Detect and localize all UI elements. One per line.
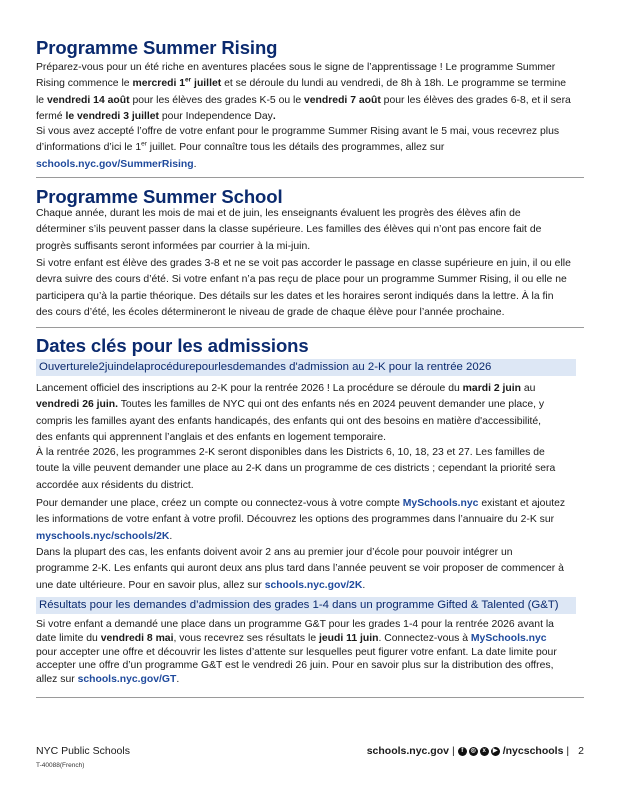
link-myschools-2k[interactable]: myschools.nyc/schools/2K bbox=[36, 530, 170, 542]
2k-paragraph-2: À la rentrée 2026, les programmes 2-K seront disponibles dans les Districts 6, 10, 18, 23 et 27. Les familles de toute la ville peuvent demander une place au 2-K dans un programme de ces districts ; cependant la priorité sera accordée aux résidents du district. bbox=[36, 447, 556, 491]
instagram-icon[interactable]: ◎ bbox=[470, 747, 476, 754]
section-title-summer-rising: Programme Summer Rising bbox=[36, 37, 278, 58]
subheading-gt-results: Résultats pour les demandes d’admission des grades 1-4 dans un programme Gifted & Talented (G&T) bbox=[36, 597, 576, 614]
summer-rising-paragraph-1: Préparez-vous pour un été riche en aventures placées sous le signe de l’apprentissage ! Le programme Summer Rising commence le mercredi 1er juillet et se déroule du lundi au vendredi, de 8h à 18h. Le programme se termine le vendredi 14 août pour les élèves des grades K-5 ou le vendredi 7 août pour les élèves des grades 6-8, et il sera fermé le vendredi 3 juillet pour Independence Day. bbox=[36, 62, 571, 122]
link-myschools[interactable]: MySchools.nyc bbox=[402, 498, 479, 509]
footer-site-link[interactable]: schools.nyc.gov bbox=[366, 745, 449, 757]
subheading-2k-admissions: Ouverturele2juindelaprocédurepourlesdemandes d'admission au 2-K pour la rentrée 2026 bbox=[36, 359, 576, 376]
2k-paragraph-4: Dans la plupart des cas, les enfants doivent avoir 2 ans au premier jour d’école pour pouvoir intégrer un programme 2-K. Les enfants qui auront deux ans plus tard dans l’année peuvent se voir proposer de commencer à une date ultérieure. Pour en savoir plus, allez sur schools.nyc.gov/2K. bbox=[36, 547, 564, 591]
summer-school-paragraph-1: Chaque année, durant les mois de mai et de juin, les enseignants évaluent les progrès des élèves afin de déterminer s’ils peuvent passer dans la classe supérieure. Les familles des élèves qui n’ont pas encore fait de progrès suffisants seront informées par courrier à la mi-juin. bbox=[36, 208, 542, 252]
link-summer-rising[interactable]: schools.nyc.gov/SummerRising bbox=[36, 158, 194, 170]
x-icon[interactable]: x bbox=[480, 747, 489, 756]
section-title-summer-school: Programme Summer School bbox=[36, 186, 283, 207]
link-myschools-gt[interactable]: MySchools.nyc bbox=[470, 632, 547, 644]
link-schools-gt[interactable]: schools.nyc.gov/GT bbox=[77, 674, 177, 686]
youtube-icon[interactable]: ▶ bbox=[491, 747, 500, 756]
divider bbox=[36, 697, 584, 698]
social-icons bbox=[458, 747, 500, 756]
footer-handle[interactable]: /nycschools bbox=[502, 745, 564, 757]
2k-paragraph-3: Pour demander une place, créez un compte ou connectez-vous à votre compte MySchools.nyc existant et ajoutez les informations de votre enfant à votre profil. Découvrez les options des programmes dans l’annuaire du 2-K sur myschools.nyc/schools/2K. bbox=[36, 498, 566, 542]
footer-separator: | bbox=[451, 745, 455, 757]
2k-paragraph-1: Lancement officiel des inscriptions au 2-K pour la rentrée 2026 ! La procédure se déroule du mardi 2 juin au vendredi 26 juin. Toutes les familles de NYC qui ont des enfants nés en 2024 peuvent demander une place, y compris les familles ayant des enfants handicapés, des enfants qui ont des besoins en matière d'accessibilité, des enfants qui apprennent l’anglais et des enfants en logement temporaire. bbox=[36, 383, 545, 443]
footer-right bbox=[367, 745, 584, 757]
footer-separator: | bbox=[566, 745, 570, 757]
summer-rising-paragraph-2: Si vous avez accepté l’offre de votre enfant pour le programme Summer Rising avant le 5 mai, vous recevrez plus d’informations d’ici le 1er juillet. Pour connaître tous les détails des programmes, allez sur schools.nyc.gov/SummerRising. bbox=[36, 126, 560, 170]
facebook-icon[interactable]: f bbox=[458, 747, 467, 756]
link-schools-2k[interactable]: schools.nyc.gov/2K bbox=[264, 579, 363, 591]
page-number: 2 bbox=[578, 745, 584, 757]
divider bbox=[36, 327, 584, 328]
footer-org: NYC Public Schools bbox=[36, 745, 130, 757]
summer-school-paragraph-2: Si votre enfant est élève des grades 3-8 et ne se voit pas accorder le passage en classe supérieure en juin, il ou elle devra suivre des cours d’été. Si votre enfant n’a pas reçu de place pour un programme Summer Rising, il ou elle ne participera qu’à la partie théorique. Des détails sur les dates et les horaires seront indiqués dans la lettre. À la fin des cours d’été, les écoles détermineront le niveau de grade de chaque élève pour l’année prochaine. bbox=[36, 258, 571, 318]
footer-code: T-40088(French) bbox=[36, 762, 85, 769]
divider bbox=[36, 177, 584, 178]
gt-paragraph: Si votre enfant a demandé une place dans un programme G&T pour les grades 1-4 pour la rentrée 2026 avant la date limite du vendredi 8 mai, vous recevrez ses résultats le jeudi 11 juin. Connectez-vous à MySchools.nyc pour accepter une offre et découvrir les listes d’attente sur lesquelles peut figurer votre enfant. La date limite pour accepter une offre d’un programme G&T est le vendredi 26 juin. Pour en savoir plus sur la distribution des offres, allez sur schools.nyc.gov/GT. bbox=[36, 619, 557, 686]
section-title-key-dates: Dates clés pour les admissions bbox=[36, 335, 309, 356]
